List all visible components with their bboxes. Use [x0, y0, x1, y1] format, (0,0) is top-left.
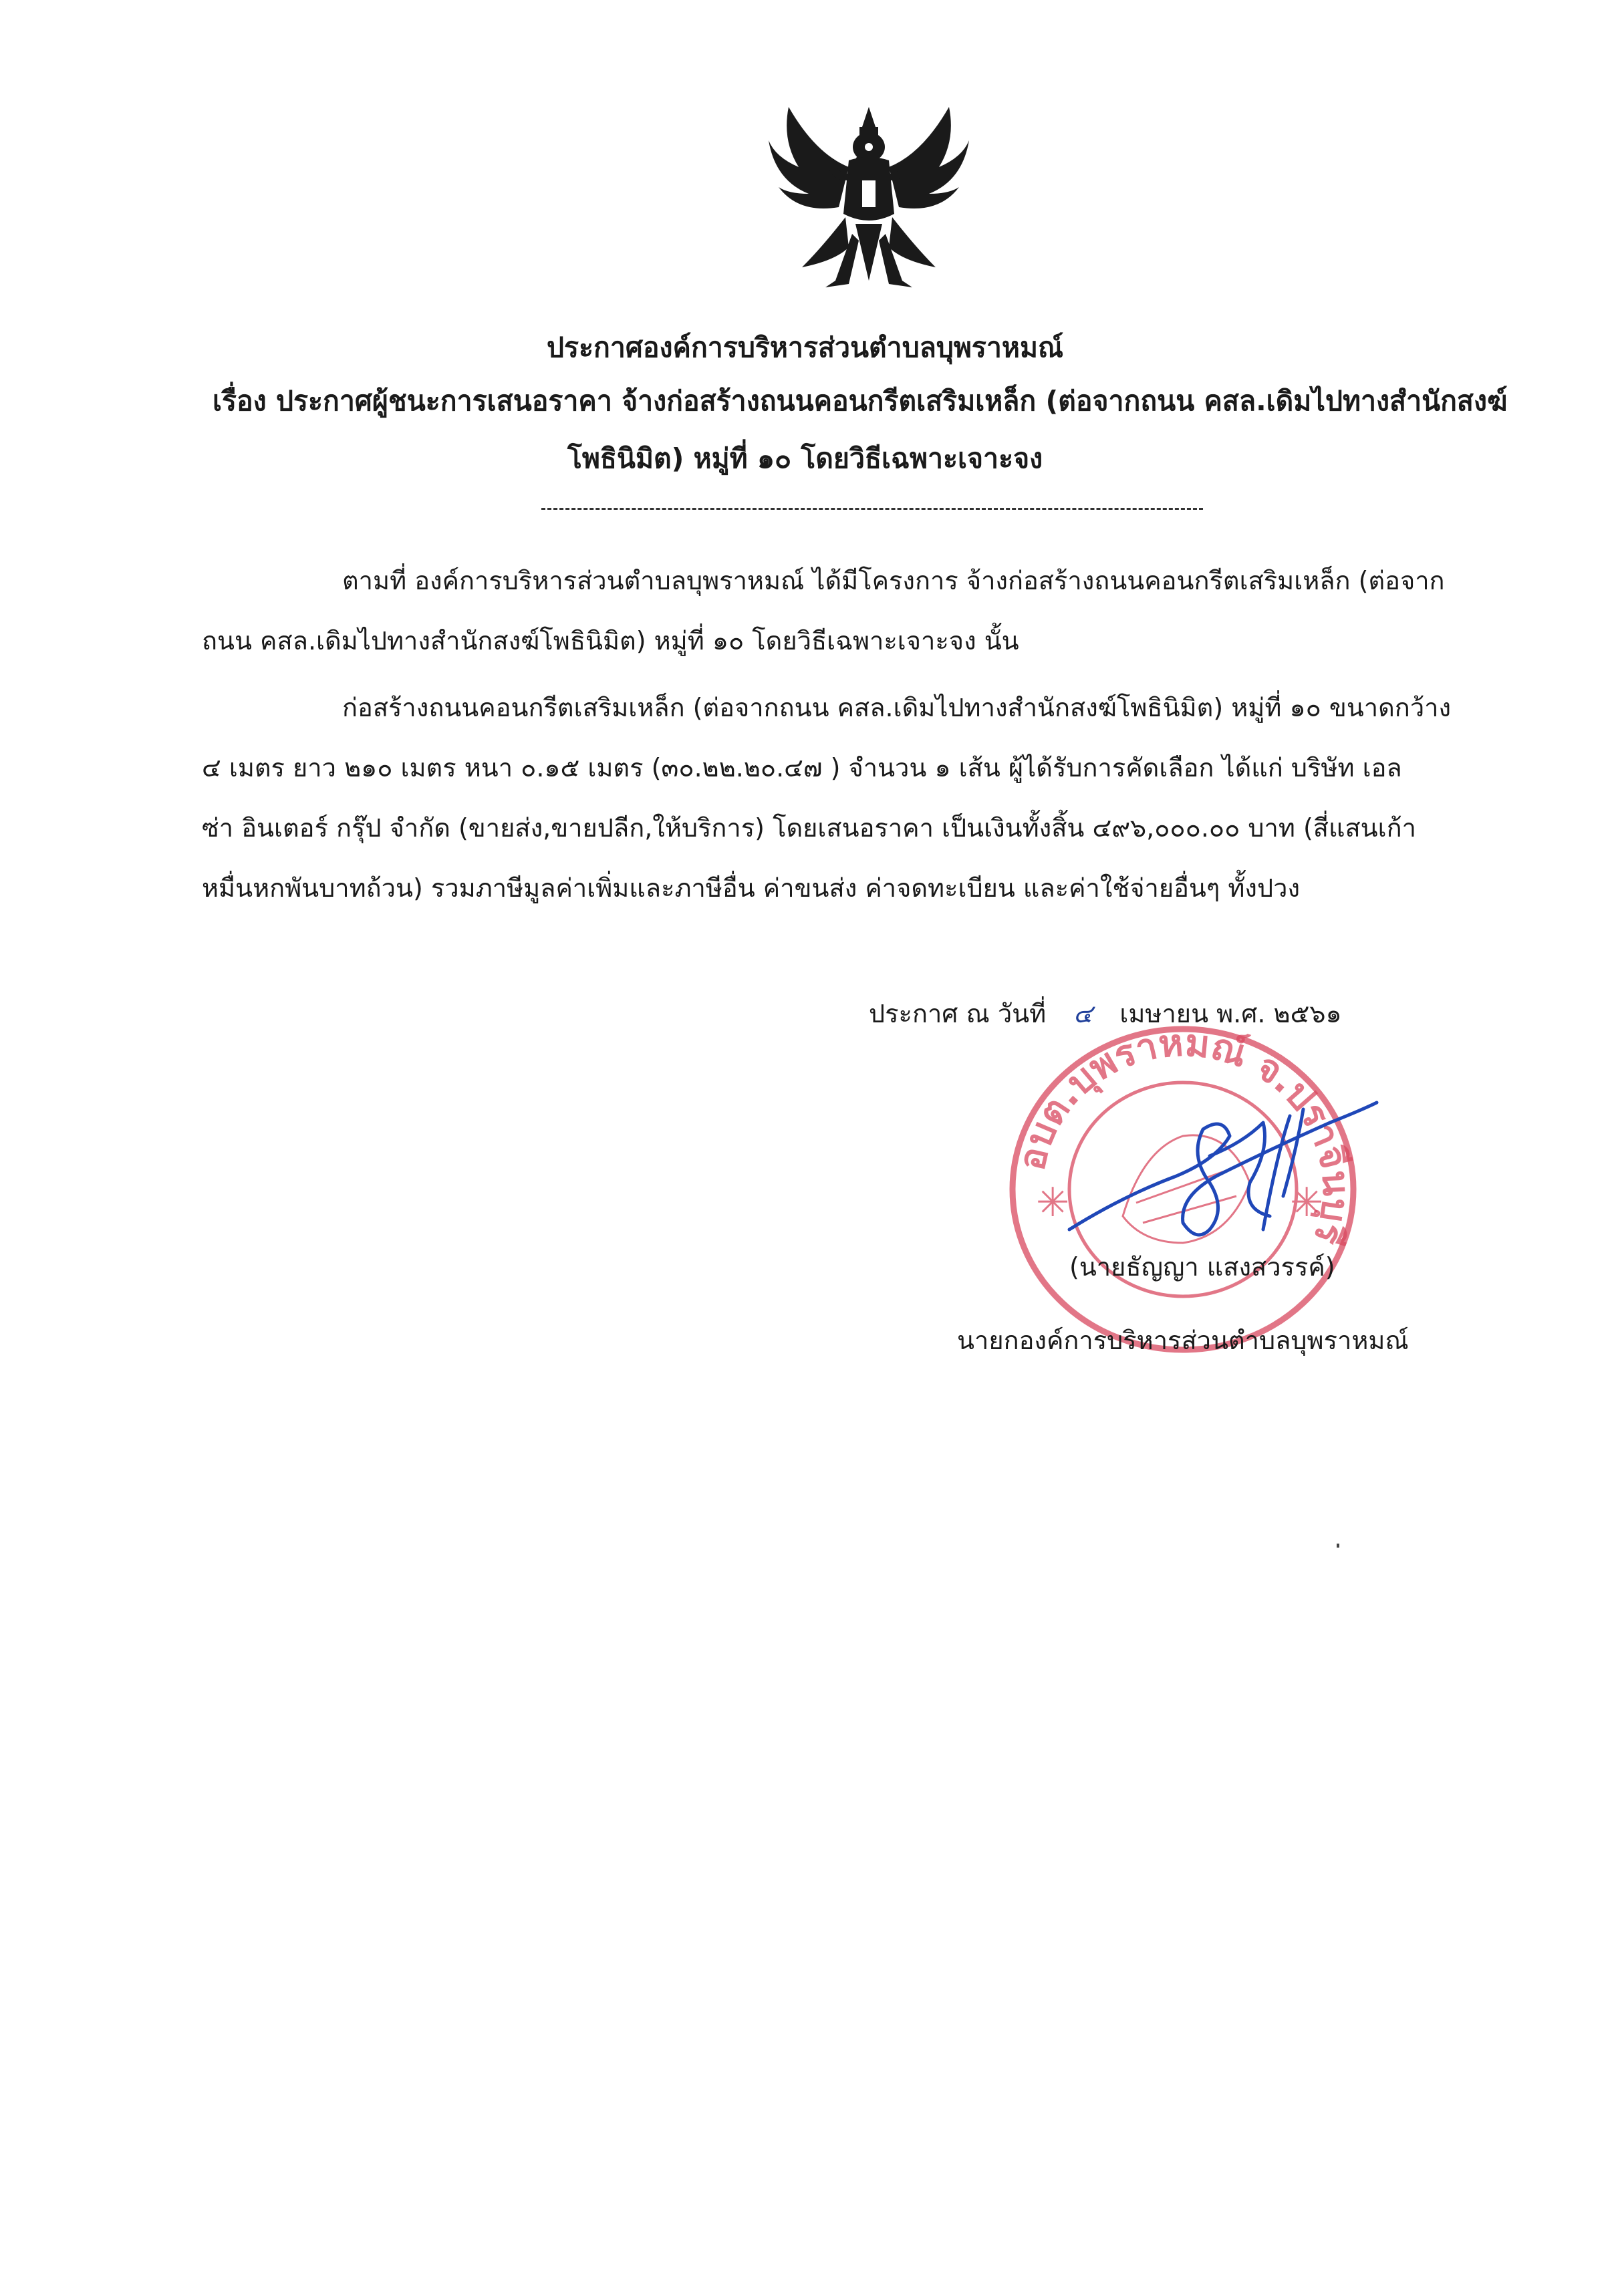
scan-speck [1337, 1544, 1339, 1548]
signature [1043, 1096, 1390, 1250]
paragraph-2-line-1: ก่อสร้างถนนคอนกรีตเสริมเหล็ก (ต่อจากถนน คสล.เดิมไปทางสำนักสงฆ์โพธินิมิต) หมู่ที่ ๑๐ ขนาดกว้าง [342, 693, 1452, 722]
date-prefix: ประกาศ ณ วันที่ [869, 999, 1047, 1028]
document-title: ประกาศองค์การบริหารส่วนตำบลบุพราหมณ์ [546, 331, 1064, 364]
date-day: ๔ [1073, 999, 1093, 1028]
announcement-date [869, 993, 1342, 1034]
paragraph-1-line-1: ตามที่ องค์การบริหารส่วนตำบลบุพราหมณ์ ได้มีโครงการ จ้างก่อสร้างถนนคอนกรีตเสริมเหล็ก (ต่อจาก [342, 566, 1445, 595]
signer-title: นายกองค์การบริหารส่วนตำบลบุพราหมณ์ [957, 1326, 1409, 1355]
paragraph-2-line-4: หมื่นหกพันบาทถ้วน) รวมภาษีมูลค่าเพิ่มและภาษีอื่น ค่าขนส่ง ค่าจดทะเบียน และค่าใช้จ่ายอื่นๆ ทั้งปวง [202, 873, 1300, 903]
svg-text:✳: ✳ [1036, 1179, 1070, 1226]
garuda-emblem-icon [762, 80, 976, 301]
stamp-text: อบต.บุพราหมณ์ จ.ปราจีนบุรี [1010, 1021, 1358, 1250]
paragraph-2-line-3: ซ่า อินเตอร์ กรุ๊ป จำกัด (ขายส่ง,ขายปลีก,ให้บริการ) โดยเสนอราคา เป็นเงินทั้งสิ้น ๔๙๖,๐๐๐.๐๐ บาท (สี่แสนเก้า [202, 813, 1416, 843]
paragraph-1-line-2: ถนน คสล.เดิมไปทางสำนักสงฆ์โพธินิมิต) หมู่ที่ ๑๐ โดยวิธีเฉพาะเจาะจง นั้น [202, 626, 1019, 656]
date-month-year: เมษายน พ.ศ. ๒๕๖๑ [1119, 999, 1342, 1028]
title-divider [541, 508, 1203, 510]
document-subject: เรื่อง ประกาศผู้ชนะการเสนอราคา จ้างก่อสร้างถนนคอนกรีตเสริมเหล็ก (ต่อจากถนน คสล.เดิมไปทางสำนักสงฆ์ [213, 385, 1508, 417]
document-subject-continued: โพธินิมิต) หมู่ที่ ๑๐ โดยวิธีเฉพาะเจาะจง [567, 442, 1043, 474]
signer-name: (นายธัญญา แสงสวรรค์) [1069, 1252, 1335, 1282]
paragraph-2-line-2: ๔ เมตร ยาว ๒๑๐ เมตร หนา ๐.๑๕ เมตร (๓๐.๒๒.๒๐.๔๗ ) จำนวน ๑ เส้น ผู้ได้รับการคัดเลือก ได้แก่ บริษัท เอล [202, 753, 1402, 782]
svg-text:✳: ✳ [1290, 1179, 1324, 1226]
